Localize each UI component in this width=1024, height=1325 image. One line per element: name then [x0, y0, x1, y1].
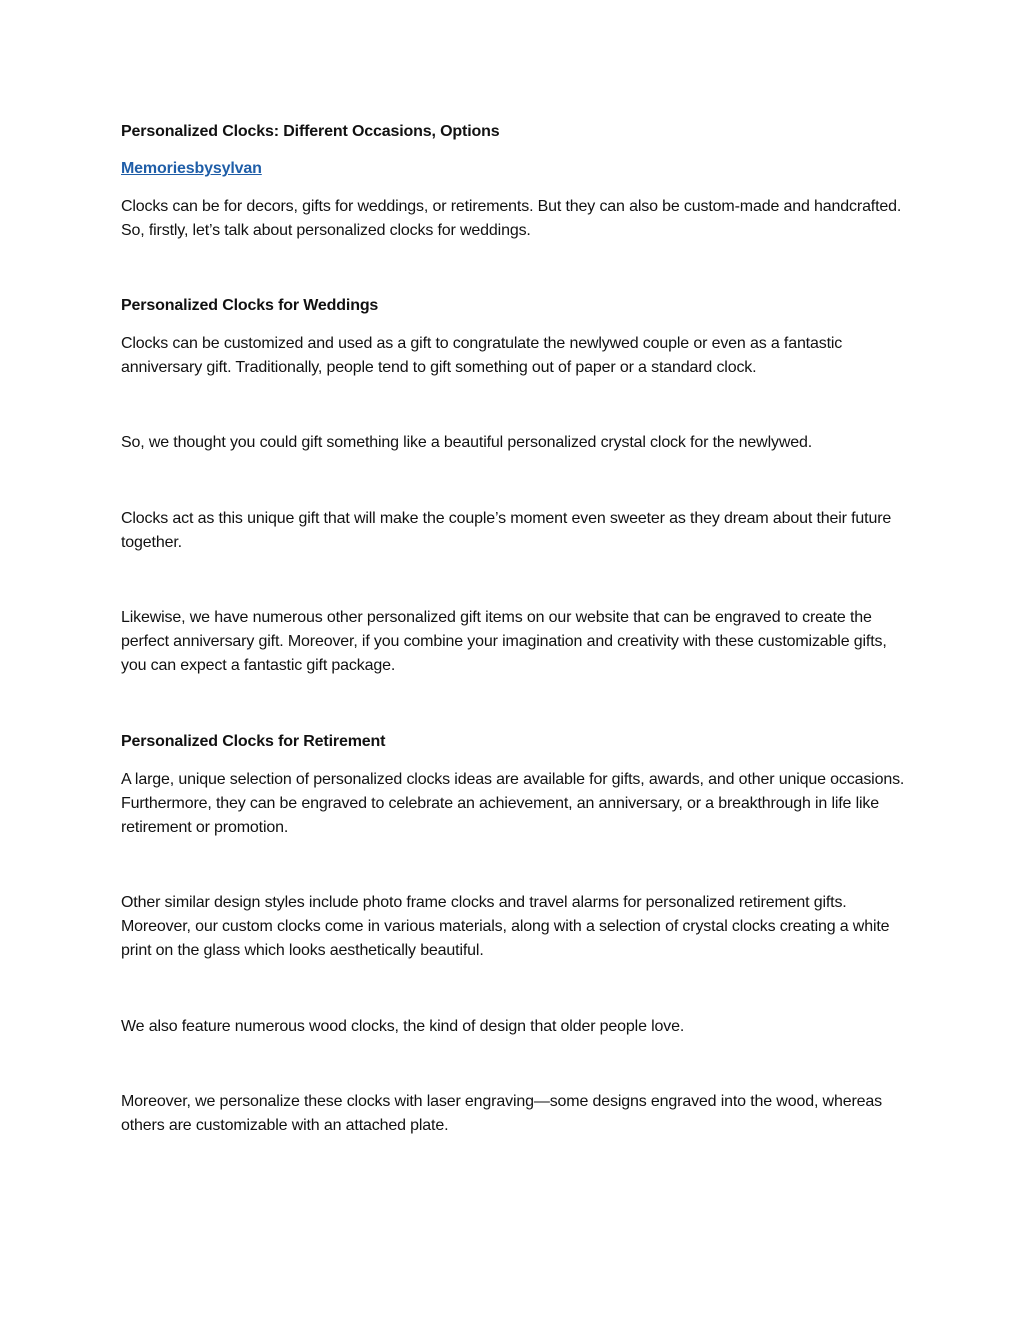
weddings-paragraph-4: Likewise, we have numerous other personalized gift items on our website that can be engraved to create the perfect anniversary gift. Moreover, if you combine your imagination and creativity with these customizable gifts, you can expect a fantastic gift package.	[121, 609, 887, 674]
weddings-paragraph-1: Clocks can be customized and used as a gift to congratulate the newlywed couple or even as a fantastic anniversary gift. Traditionally, people tend to gift something out of paper or a standard clock.	[121, 335, 843, 376]
document-title: Personalized Clocks: Different Occasions, Options	[121, 123, 500, 140]
retirement-heading: Personalized Clocks for Retirement	[121, 733, 386, 750]
retirement-paragraph-3: We also feature numerous wood clocks, the kind of design that older people love.	[121, 1018, 685, 1035]
author-link[interactable]: Memoriesbysylvan	[121, 160, 262, 177]
retirement-paragraph-1: A large, unique selection of personalized clocks ideas are available for gifts, awards, and other unique occasions. Furthermore, they can be engraved to celebrate an achievement, an anniversary, or a breakthrough in life like retirement or promotion.	[121, 771, 905, 836]
retirement-paragraph-2: Other similar design styles include photo frame clocks and travel alarms for personalized retirement gifts. Moreover, our custom clocks come in various materials, along with a selection of crystal clocks creating a white print on the glass which looks aesthetically beautiful.	[121, 894, 890, 959]
weddings-paragraph-3: Clocks act as this unique gift that will make the couple’s moment even sweeter as they dream about their future together.	[121, 510, 892, 551]
author-paragraph	[121, 157, 911, 181]
retirement-paragraph-4: Moreover, we personalize these clocks with laser engraving—some designs engraved into the wood, whereas others are customizable with an attached plate.	[121, 1093, 882, 1134]
intro-paragraph: Clocks can be for decors, gifts for weddings, or retirements. But they can also be custom-made and handcrafted. So, firstly, let’s talk about personalized clocks for weddings.	[121, 198, 902, 239]
weddings-heading: Personalized Clocks for Weddings	[121, 297, 379, 314]
weddings-paragraph-2: So, we thought you could gift something like a beautiful personalized crystal clock for the newlywed.	[121, 434, 813, 451]
